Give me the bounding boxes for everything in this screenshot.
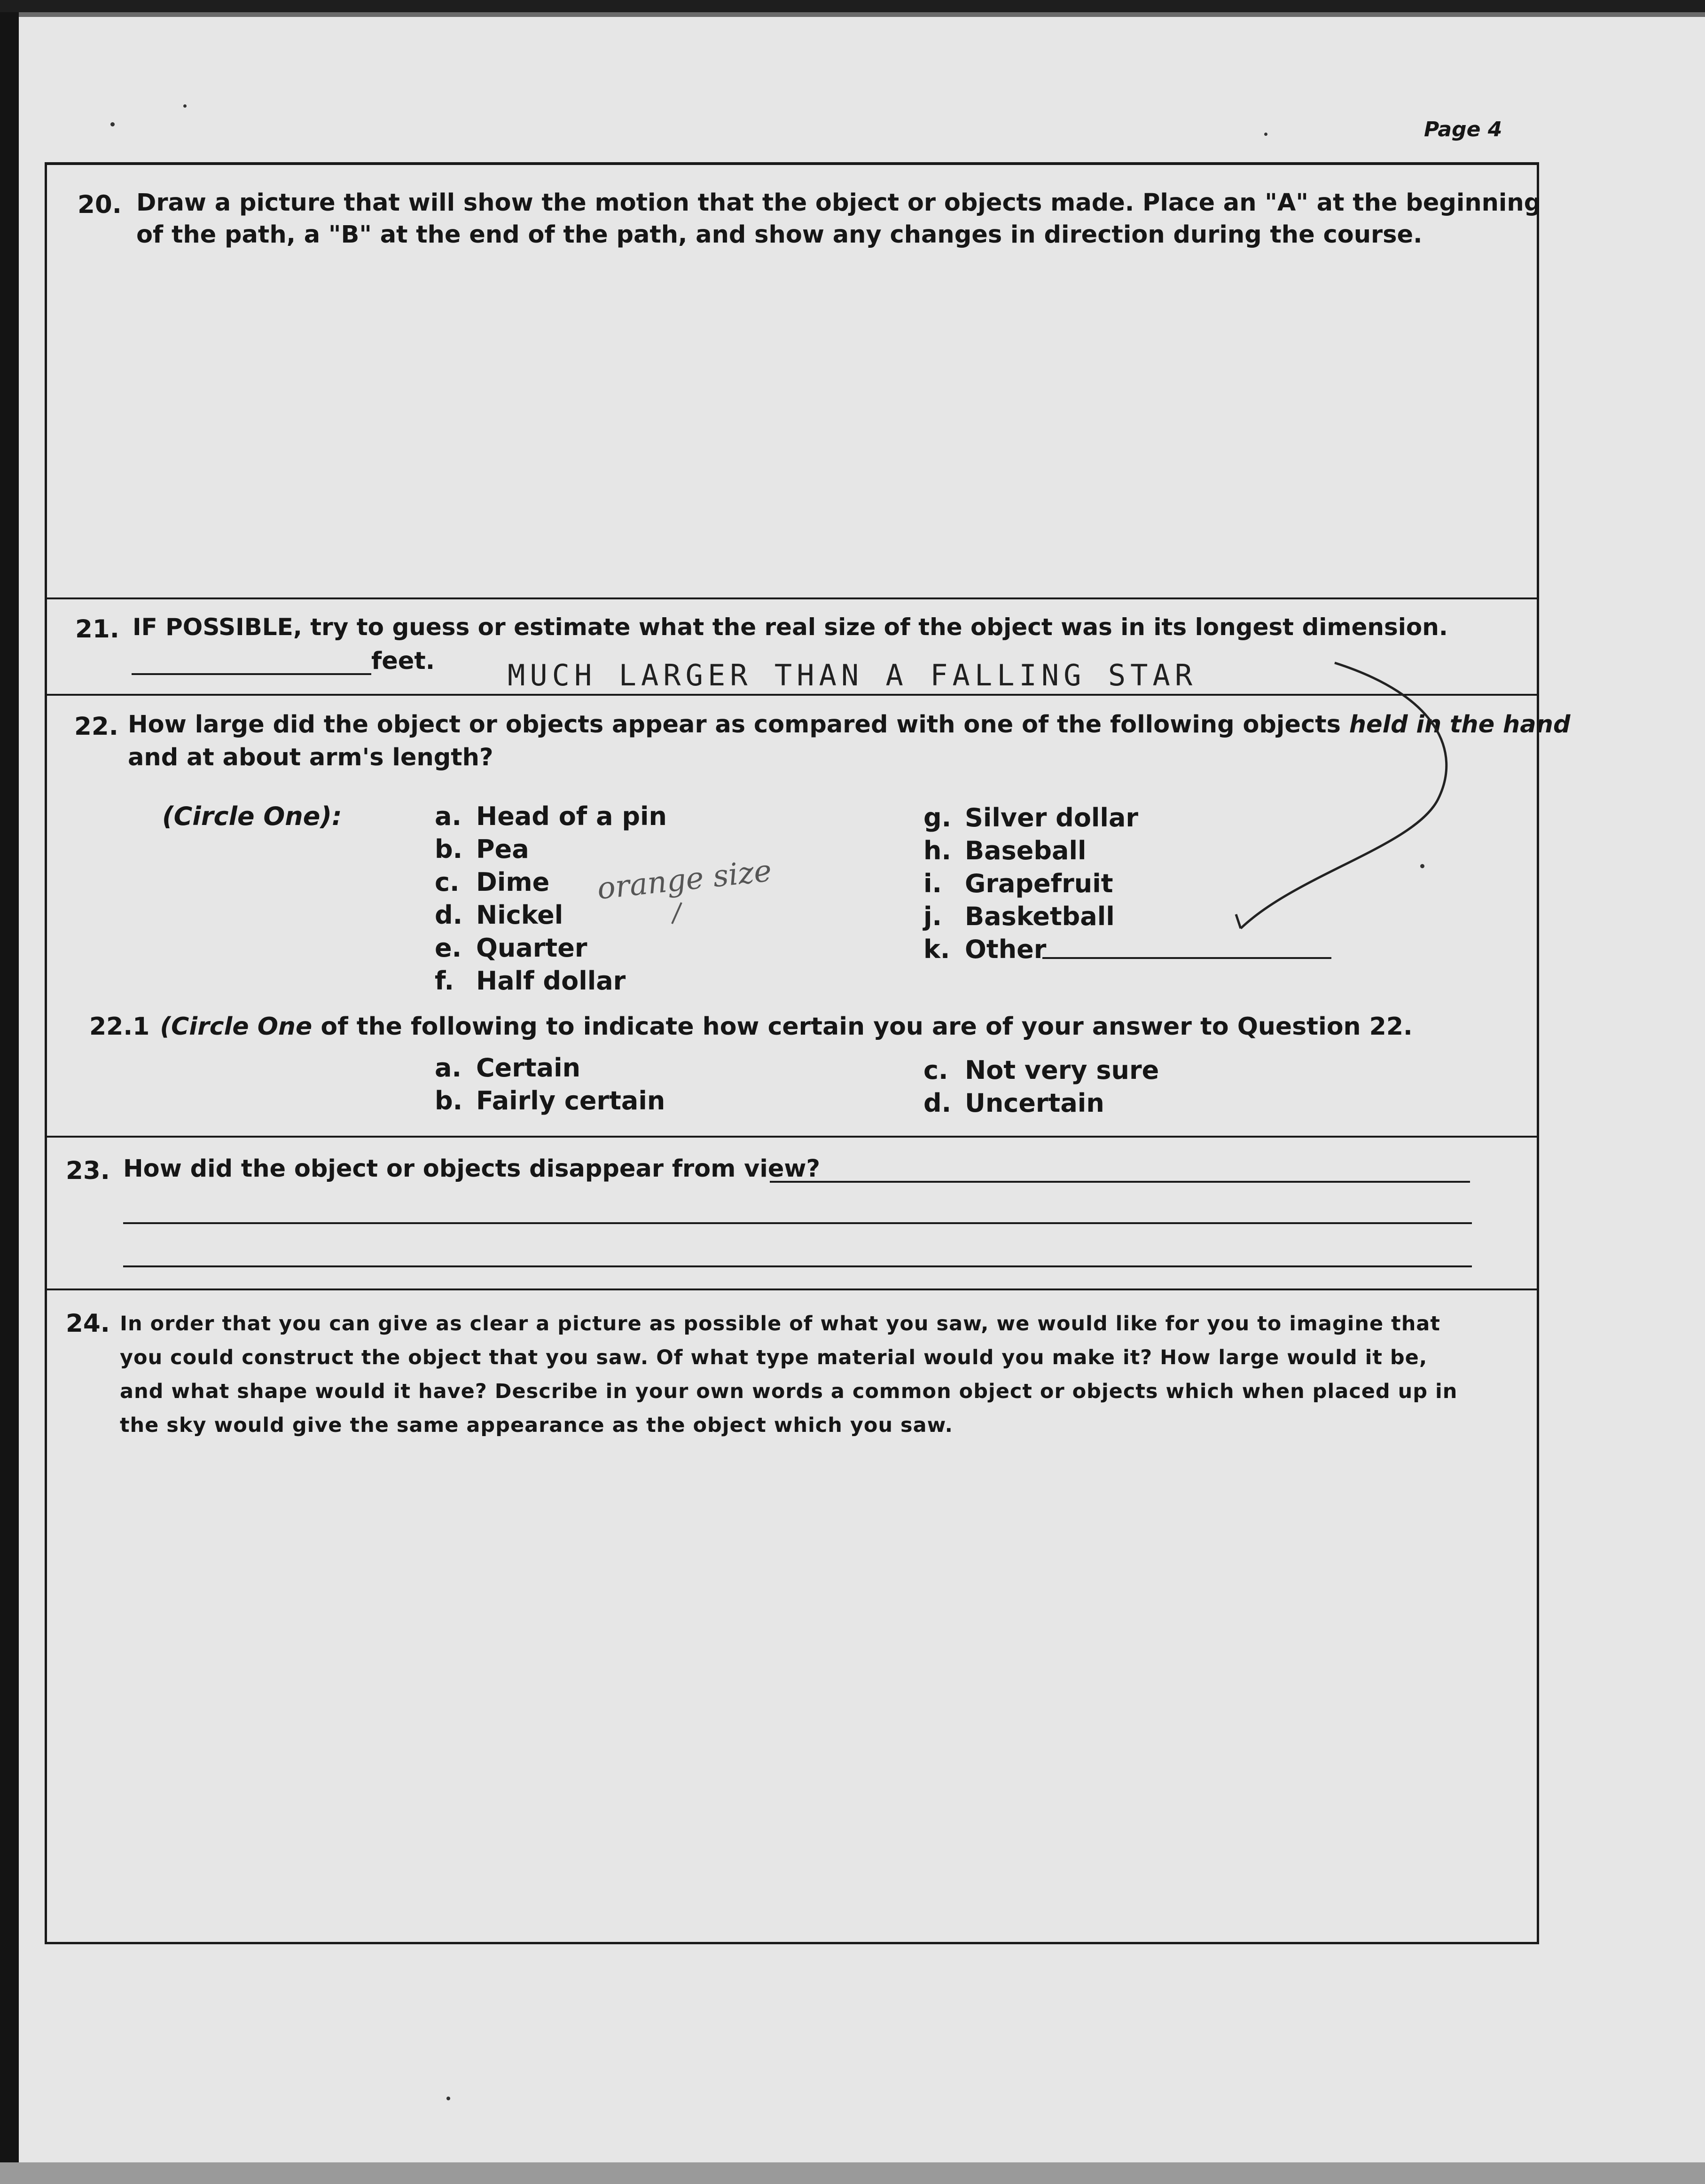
q20-text-line2: of the path, a "B" at the end of the path, and show any changes in direction during the course. bbox=[136, 221, 1423, 249]
handwritten-arrow-curve bbox=[1241, 663, 1447, 928]
option-letter: g. bbox=[923, 803, 952, 833]
option-letter: d. bbox=[435, 900, 463, 930]
option-letter: c. bbox=[923, 1055, 948, 1085]
q20-number: 20. bbox=[78, 190, 122, 219]
option-letter: b. bbox=[435, 834, 463, 864]
handwritten-orange-size-stroke bbox=[672, 903, 681, 924]
q21-text: IF POSSIBLE, try to guess or estimate what the real size of the object was in its longest dimension. bbox=[133, 613, 1448, 641]
option-letter: a. bbox=[435, 801, 461, 831]
q22-number: 22. bbox=[74, 712, 118, 741]
option-letter: c. bbox=[435, 867, 460, 897]
option-text: Pea bbox=[476, 834, 529, 864]
q22-handwritten-note: orange size bbox=[595, 853, 774, 907]
option-letter: e. bbox=[435, 933, 462, 963]
option-letter: f. bbox=[435, 966, 454, 996]
q21-handwritten-answer: MUCH LARGER THAN A FALLING STAR bbox=[508, 658, 1197, 692]
option-letter: j. bbox=[923, 902, 942, 931]
option-text: Quarter bbox=[476, 933, 587, 963]
option-letter: h. bbox=[923, 836, 951, 865]
option-text: Half dollar bbox=[476, 966, 626, 996]
option-text: Uncertain bbox=[965, 1088, 1104, 1118]
q24-number: 24. bbox=[66, 1309, 110, 1338]
q24-text: In order that you can give as clear a picture as possible of what you saw, we would like for you to imagine that you could construct the object that you saw. Of what type material would you make it? How large would it be, and what shape would it have? Describe in your own words a common object or objects which when placed up in the sky would give the same appearance as the object which you saw. bbox=[120, 1312, 1458, 1437]
q21-number: 21. bbox=[75, 615, 119, 644]
q21-unit: feet. bbox=[371, 647, 435, 675]
option-text: Dime bbox=[476, 867, 550, 897]
option-text: Nickel bbox=[476, 900, 563, 930]
q22-circle-label: (Circle One): bbox=[162, 801, 342, 831]
q22-text-line2: and at about arm's length? bbox=[128, 744, 493, 771]
option-text: Fairly certain bbox=[476, 1086, 665, 1116]
option-letter: b. bbox=[435, 1086, 463, 1116]
option-text: Certain bbox=[476, 1053, 581, 1083]
option-text: Grapefruit bbox=[965, 869, 1113, 898]
q22-text-line1-emphasis: held in the hand bbox=[1349, 711, 1571, 738]
option-letter: i. bbox=[923, 869, 942, 898]
q23-text: How did the object or objects disappear from view? bbox=[123, 1155, 821, 1183]
option-letter: a. bbox=[435, 1053, 461, 1083]
option-letter: k. bbox=[923, 935, 950, 964]
option-text: Basketball bbox=[965, 902, 1115, 931]
q20-text-line1: Draw a picture that will show the motion that the object or objects made. Place an "A" at the beginning bbox=[136, 189, 1541, 217]
q23-number: 23. bbox=[66, 1156, 110, 1185]
option-text: Other bbox=[965, 935, 1047, 964]
q22-1-circle-label: (Circle One bbox=[160, 1013, 313, 1041]
option-text: Head of a pin bbox=[476, 801, 667, 831]
q22-1-text-main: of the following to indicate how certain you are of your answer to Question 22. bbox=[312, 1013, 1413, 1041]
page-number: Page 4 bbox=[1424, 118, 1502, 141]
q22-text-line1-main: How large did the object or objects appear as compared with one of the following objects bbox=[128, 711, 1349, 738]
handwritten-arrow-tick bbox=[1236, 914, 1241, 928]
q22-1-number: 22.1 bbox=[89, 1013, 150, 1041]
option-text: Baseball bbox=[965, 836, 1087, 865]
option-text: Silver dollar bbox=[965, 803, 1139, 833]
option-text: Not very sure bbox=[965, 1055, 1159, 1085]
option-letter: d. bbox=[923, 1088, 952, 1118]
